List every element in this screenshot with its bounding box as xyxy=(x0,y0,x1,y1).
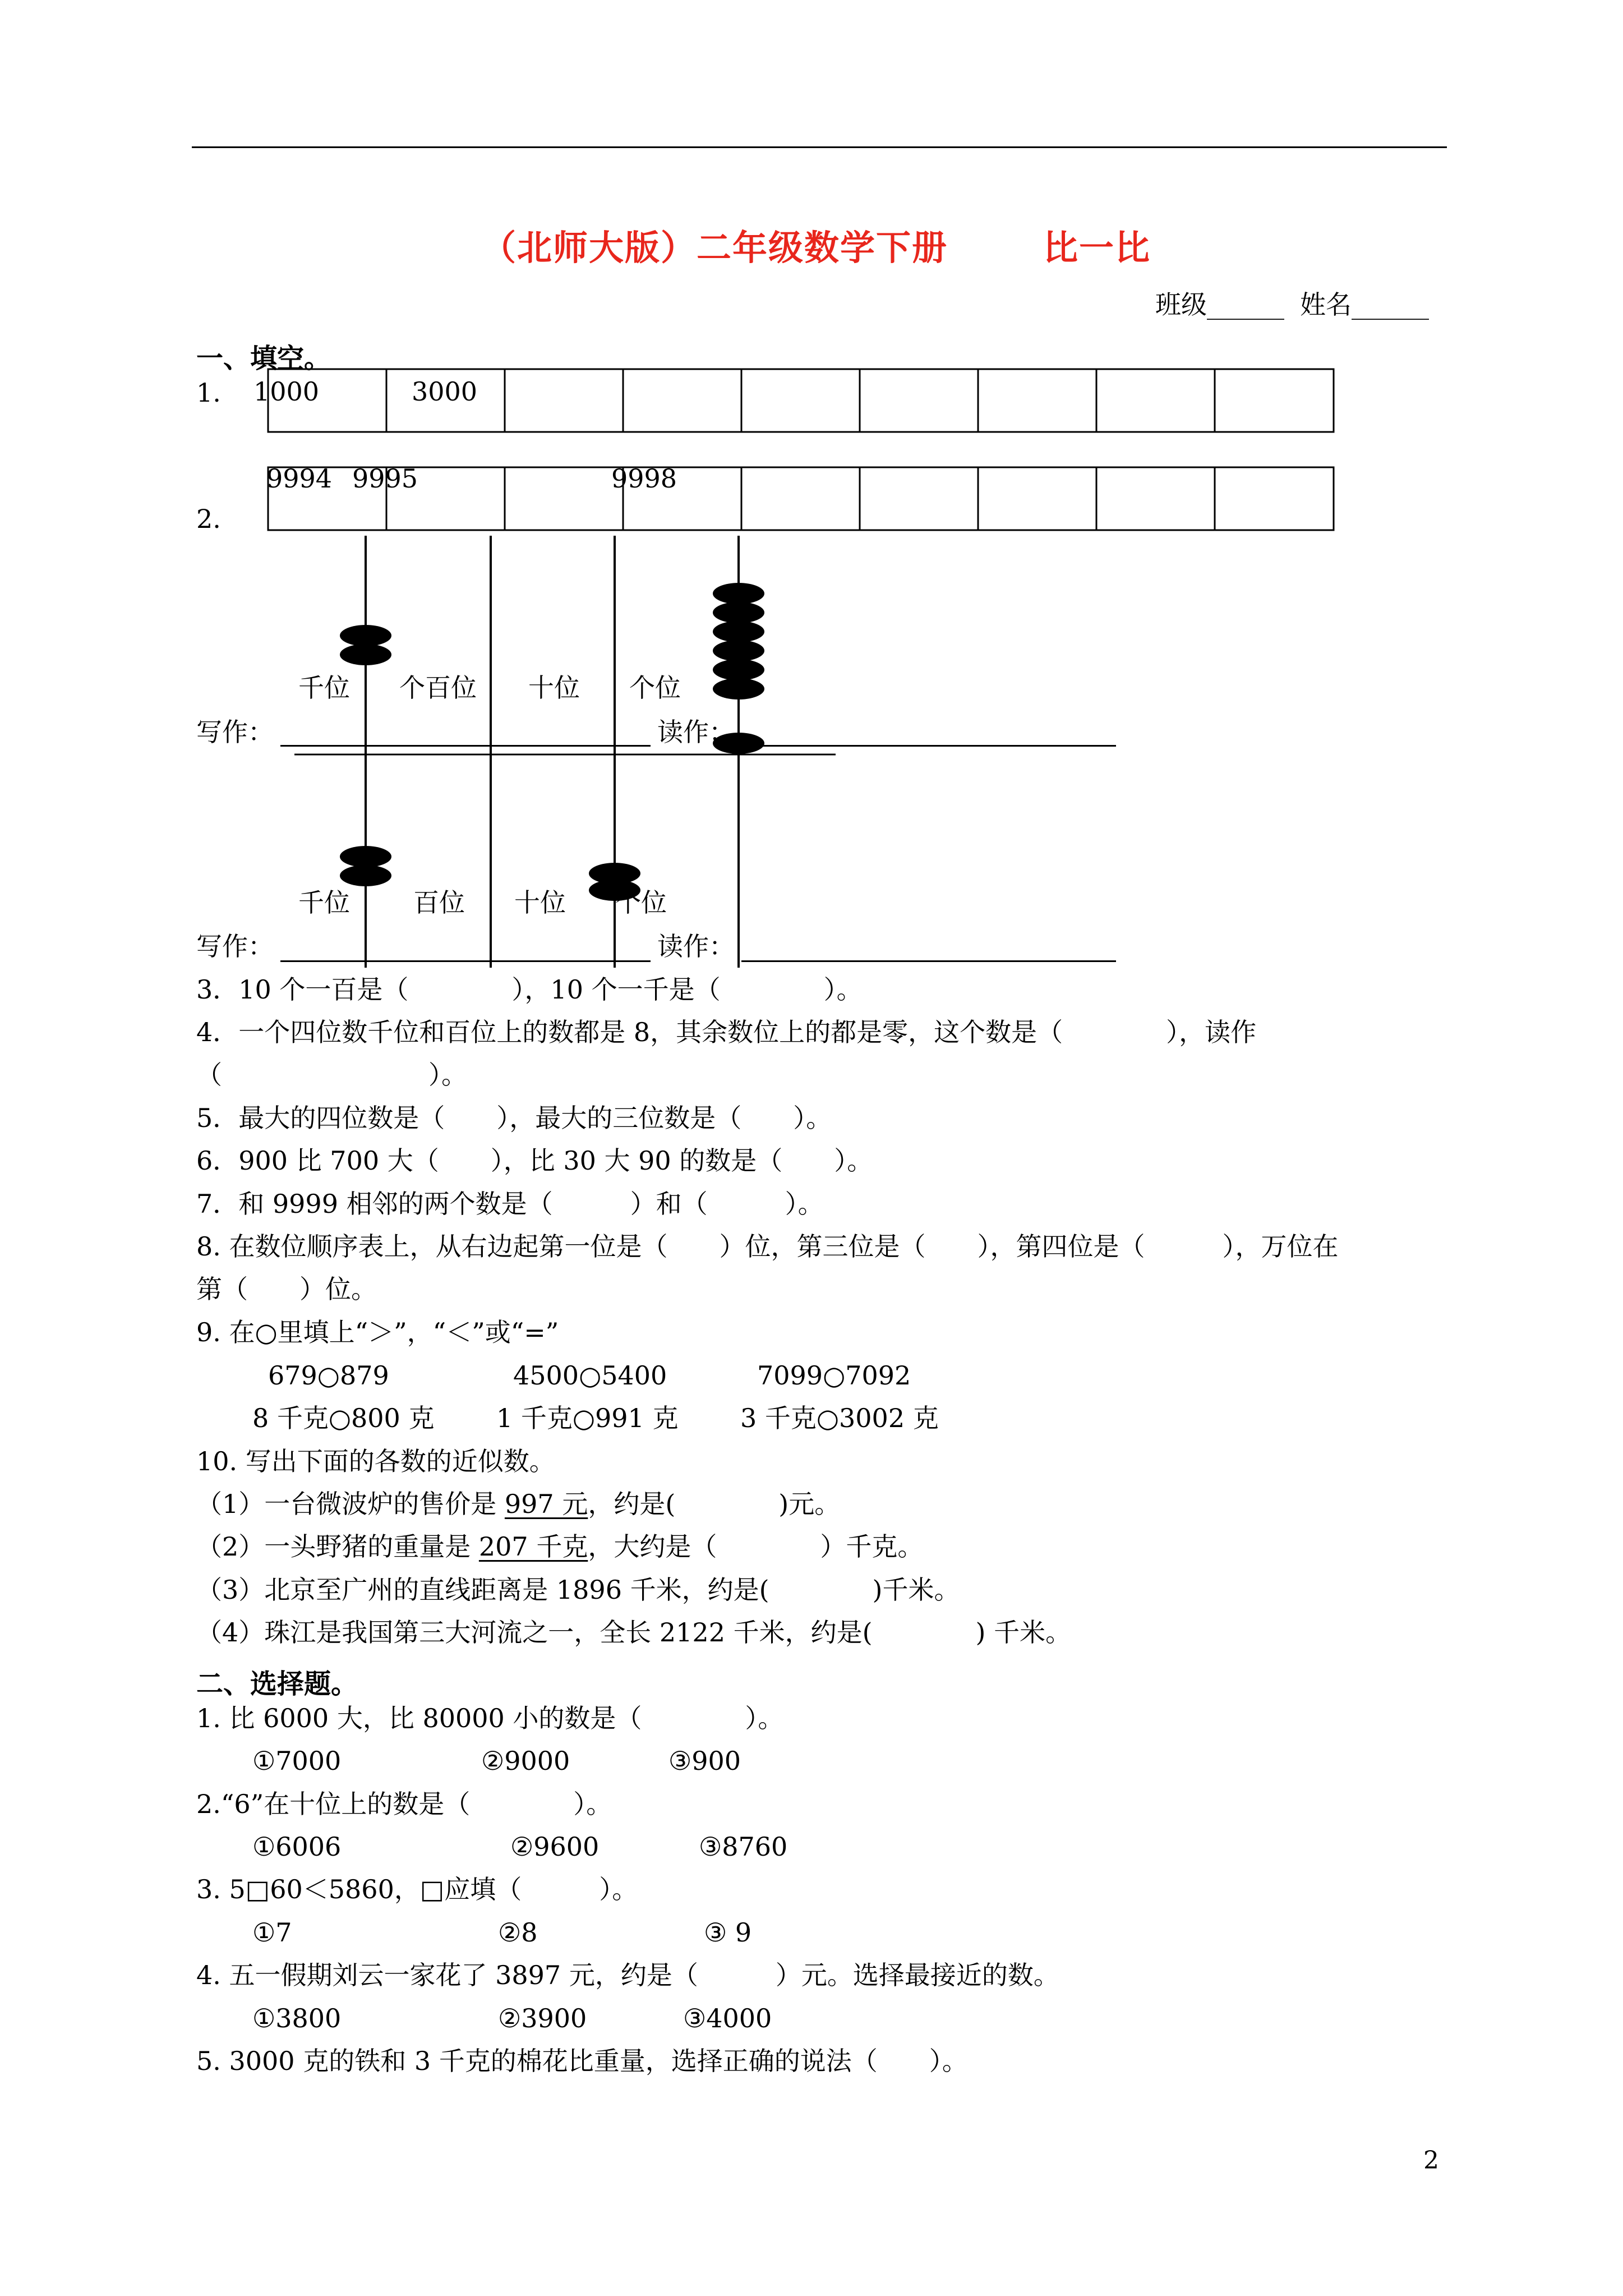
choice-question: 3. 5□60＜5860，□应填（ ）。 xyxy=(196,1874,638,1904)
q9-item: 4500○5400 xyxy=(513,1360,667,1391)
q9: 9. 在○里填上“＞”，“＜”或“=” xyxy=(196,1317,559,1347)
choice-question: 5. 3000 克的铁和 3 千克的棉花比重量，选择正确的说法（ ）。 xyxy=(196,2046,968,2076)
abacus1-write-blank xyxy=(280,745,651,747)
page-title: （北师大版）二年级数学下册 xyxy=(481,227,948,268)
abacus2-write-blank xyxy=(280,960,651,962)
abacus-bead xyxy=(713,621,764,642)
page-title-topic: 比一比 xyxy=(1043,227,1151,268)
abacus2-label-thousands: 千位 xyxy=(298,887,350,918)
section2-heading: 二、选择题。 xyxy=(196,1668,358,1700)
section1-heading: 一、填空。 xyxy=(196,343,331,374)
choice-option: ②9000 xyxy=(481,1746,570,1776)
q2-cell: 9994 xyxy=(266,463,333,494)
choice-question: 1. 比 6000 大，比 80000 小的数是（ ）。 xyxy=(196,1703,784,1733)
abacus1-read-blank xyxy=(741,745,1116,747)
q9-item: 1 千克○991 克 xyxy=(496,1403,679,1433)
abacus-bead xyxy=(340,644,391,665)
abacus-bead xyxy=(713,583,764,604)
q6: 6．900 比 700 大（ ），比 30 大 90 的数是（ ）。 xyxy=(196,1145,873,1176)
q9-item: 3 千克○3002 克 xyxy=(740,1403,939,1433)
choice-option: ①7 xyxy=(252,1917,292,1948)
abacus-bead xyxy=(713,602,764,623)
choice-option: ③8760 xyxy=(699,1832,788,1862)
choice-option: ①7000 xyxy=(252,1746,342,1776)
abacus1-label-thousands: 千位 xyxy=(298,673,350,703)
q2-cell: 9995 xyxy=(352,463,418,494)
q1-number: 1. xyxy=(196,378,221,408)
choice-option: ②8 xyxy=(498,1917,538,1948)
q7: 7．和 9999 相邻的两个数是（ ）和（ ）。 xyxy=(196,1189,824,1219)
q10-item: （2）一头野猪的重量是 207 千克，大约是（ ）千克。 xyxy=(196,1531,924,1562)
abacus-bead xyxy=(713,640,764,661)
name-label: 姓名______ xyxy=(1300,289,1429,320)
choice-question: 4. 五一假期刘云一家花了 3897 元，约是（ ）元。选择最接近的数。 xyxy=(196,1960,1059,1990)
abacus2-label-tens: 十位 xyxy=(514,887,566,918)
abacus2-label-ones: 个位 xyxy=(615,887,667,918)
abacus-bead xyxy=(340,865,391,886)
q2-number-grid xyxy=(264,463,1340,536)
abacus1-label-tens: 十位 xyxy=(528,673,580,703)
abacus2-label-hundreds: 百位 xyxy=(413,887,465,918)
q2-number: 2. xyxy=(196,504,221,534)
abacus2-read-blank xyxy=(741,960,1116,962)
choice-option: ③4000 xyxy=(683,2003,772,2033)
abacus2-read-label: 读作： xyxy=(657,931,735,961)
q1-cell: 3000 xyxy=(412,376,478,407)
abacus-bead xyxy=(340,846,391,867)
choice-question: 2.“6”在十位上的数是（ ）。 xyxy=(196,1789,612,1819)
q9-item: 7099○7092 xyxy=(757,1360,911,1391)
q10-item: （3）北京至广州的直线距离是 1896 千米，约是( )千米。 xyxy=(196,1575,960,1605)
q10-item: （4）珠江是我国第三大河流之一，全长 2122 千米，约是( ) 千米。 xyxy=(196,1617,1072,1648)
q3: 3．10 个一百是（ ），10 个一千是（ ）。 xyxy=(196,974,863,1005)
class-label: 班级______ xyxy=(1155,289,1284,320)
choice-option: ①3800 xyxy=(252,2003,342,2033)
q9-item: 8 千克○800 克 xyxy=(252,1403,435,1433)
abacus1-label-hundreds: 个百位 xyxy=(399,673,477,703)
abacus-bead xyxy=(340,625,391,646)
q1-cell: 1000 xyxy=(253,376,320,407)
q10: 10. 写出下面的各数的近似数。 xyxy=(196,1446,555,1476)
abacus1-read-label: 读作： xyxy=(657,717,735,747)
q4-line2: （ ）。 xyxy=(196,1060,467,1090)
page-number: 2 xyxy=(1423,2146,1439,2175)
choice-option: ②3900 xyxy=(498,2003,587,2033)
q5: 5．最大的四位数是（ ），最大的三位数是（ ）。 xyxy=(196,1103,832,1133)
abacus2-write-label: 写作： xyxy=(196,931,274,961)
choice-option: ②9600 xyxy=(510,1832,600,1862)
q2-cell: 9998 xyxy=(611,463,677,494)
choice-option: ③900 xyxy=(668,1746,741,1776)
abacus1-label-ones: 个位 xyxy=(629,673,681,703)
abacus1-write-label: 写作： xyxy=(196,717,274,747)
choice-option: ①6006 xyxy=(252,1832,342,1862)
q8-line1: 8. 在数位顺序表上，从右边起第一位是（ ）位，第三位是（ ），第四位是（ ），万位在 xyxy=(196,1231,1339,1262)
q10-item: （1）一台微波炉的售价是 997 元，约是( )元。 xyxy=(196,1489,841,1519)
header-rule xyxy=(192,146,1447,148)
q4-line1: 4．一个四位数千位和百位上的数都是 8，其余数位上的都是零，这个数是（ ），读作 xyxy=(196,1017,1257,1047)
q8-line2: 第（ ）位。 xyxy=(196,1274,377,1304)
q9-item: 679○879 xyxy=(268,1360,389,1391)
abacus-bead xyxy=(713,678,764,700)
choice-option: ③ 9 xyxy=(704,1917,752,1948)
abacus-bead xyxy=(713,659,764,680)
